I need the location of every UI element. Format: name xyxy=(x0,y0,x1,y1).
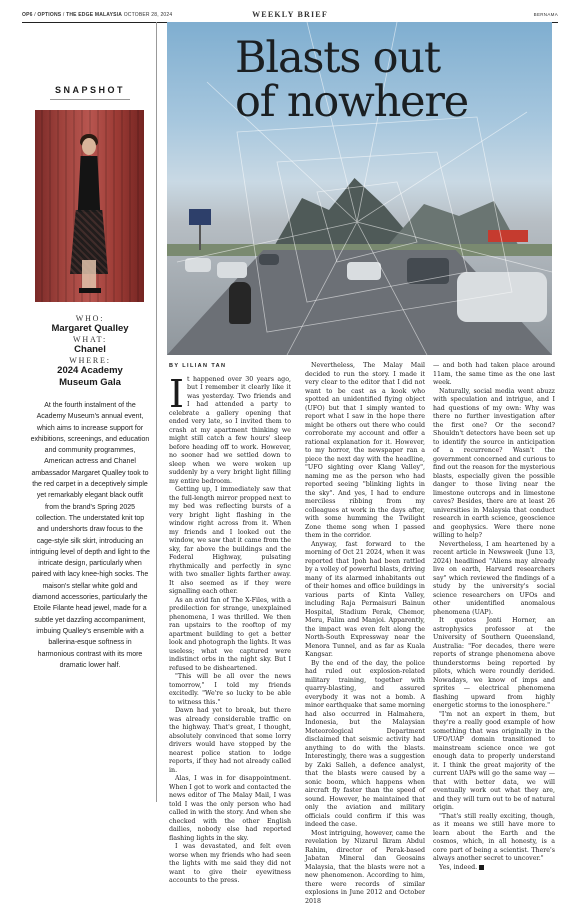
section-name: OPTIONS xyxy=(37,12,61,18)
headline-line-1: Blasts out xyxy=(235,36,535,80)
hero-image xyxy=(167,22,552,355)
where-value-line-1: 2024 Academy xyxy=(30,365,150,376)
figure-head xyxy=(82,138,96,155)
publication-name: THE EDGE MALAYSIA xyxy=(66,12,122,18)
snapshot-title: SNAPSHOT xyxy=(30,85,150,95)
photo-credit: BERNAMA xyxy=(534,12,558,17)
figure-legs xyxy=(82,260,96,290)
who-value: Margaret Qualley xyxy=(30,323,150,334)
figure-shoes xyxy=(79,288,101,293)
paragraph: I was devastated, and felt even worse when my friends who had seen the lights with me said they did not want to give their eyewitness accounts to the press. xyxy=(169,843,291,886)
section-title: WEEKLY BRIEF xyxy=(22,10,558,19)
paragraph: It quotes Jonti Horner, an astrophysics professor at the University of Southern Queensland, Australia: "For decades, there were reports of strange phenomena above thunderstorms being reported by pilots, which were roundly derided. Nowadays, we know of imps and sprites — electrical phenomena flashing upward from highly energetic storms to the ionosphere." xyxy=(433,617,555,711)
column-divider xyxy=(156,22,157,802)
paragraph: "This will be all over the news tomorrow," I told my friends excitedly. "We're so lucky to be able to witness this." xyxy=(169,673,291,707)
issue-date: OCTOBER 28, 2024 xyxy=(124,12,173,18)
paragraph: Most intriguing, however, came the revelation by Nizarul Ikram Abdul Rahim, director of Perak-based Jabatan Mineral dan Geosains Malaysia, that the blasts were not a new phenomenon. According to him, there were records of similar explosions in June 2012 and October 2018 xyxy=(305,830,425,906)
headline xyxy=(235,36,535,124)
paragraph: t happened over 30 years ago, but I remember it clearly like it was yesterday. Two friends and I had attended a party to celebrate a gallery opening that ended very late, so I invited them to crash at my apartment thinking we might still catch a few hours' sleep before heading off to work. However, no sooner had we settled down to sleep when we were woken up suddenly by a very bright light filling my entire bedroom. xyxy=(169,376,291,487)
drop-cap: I xyxy=(169,378,184,410)
where-label: WHERE: xyxy=(30,356,150,365)
paragraph: Naturally, social media went abuzz with speculation and intrigue, and I had questions of my own: Why was there no further investigation after the first one? Or the second? Shouldn't detectors have been set up to identify the source in anticipation of a recurrence? Wasn't the government concerned and curious to find out the reason for the mysterious blasts, especially given the possible danger to those living near the limestone outcrops and in limestone caves? Besides, there are at least 26 universities in Malaysia that conduct research in earth science, geoscience and geophysics. Were there none willing to help? xyxy=(433,388,555,541)
closing-text: Yes, indeed. xyxy=(439,864,477,871)
headline-line-2: of nowhere xyxy=(235,80,535,124)
who-label: WHO: xyxy=(30,314,150,323)
snapshot-rule xyxy=(50,99,130,100)
paragraph: Anyway, fast forward to the morning of Oct 21 2024, when it was reported that Ipoh had been rattled by a volley of powerful blasts, driving many of its alarmed inhabitants out of their homes and office buildings in various parts of Kinta Valley, including Raja Permaisuri Bainun Hospital, Stadium Perak, Chemor, Meru, Falim and Manjoi. Apparently, the impact was even felt along the North-South Expressway near the Menora Tunnel, and as far as Kuala Kangsar. xyxy=(305,541,425,660)
paragraph: Getting up, I immediately saw that the full-length mirror propped next to my bed was reflecting bursts of a very bright light flashing in the window right across from it. When my friends and I looked out the window, we saw that it came from the sky, far above the buildings and the Federal Highway, pulsating rhythmically and perfectly in sync with two smaller lights farther away. It also seemed as if they were signalling each other. xyxy=(169,486,291,597)
snapshot-photo xyxy=(35,110,144,302)
page-number: OP6 xyxy=(22,12,33,18)
paragraph: Nevertheless, I am heartened by a recent article in Newsweek (June 13, 2024) headlined "Aliens may already live on earth, Harvard researchers say" which reviewed the findings of a study by the university's social science researchers on UFOs and other unidentified anomalous phenomena (UAP). xyxy=(433,541,555,618)
byline: BY LILIAN TAN xyxy=(169,362,291,371)
what-label: WHAT: xyxy=(30,335,150,344)
paragraph: By the end of the day, the police had ruled out explosion-related military training, together with quarry-blasting, and assured everybody it was not a bomb. A minor earthquake that same morning had also occurred in Halmahera, Indonesia, but the Malaysian Meteorological Department disclaimed that seismic activity had anything to do with the blasts. Interestingly, there was a suggestion by Zaki Salleh, a defence analyst, that the blasts were caused by a sonic boom, which happens when aircraft fly faster than the speed of sound. However, he maintained that only the aviation and military officials could confirm if this was indeed the case. xyxy=(305,660,425,830)
article-column-1 xyxy=(169,362,291,886)
paragraph: As an avid fan of The X-Files, with a predilection for strange, unexplained phenomena, I was thrilled. We then ran upstairs to the rooftop of my apartment building to get a better look and photograph the lights. It was useless; what we captured were indistinct orbs in the night sky. But I refused to be disheartened. xyxy=(169,597,291,674)
where-value-line-2: Museum Gala xyxy=(30,377,150,388)
closing-paragraph xyxy=(433,864,555,873)
end-of-article-icon xyxy=(479,865,484,870)
paragraph: Dawn had yet to break, but there was already considerable traffic on the highway. That's great, I thought, absolutely convinced that some lorry drivers would have stopped by the nearest police station to lodge reports, if they had not already called in. xyxy=(169,707,291,775)
paragraph: Nevertheless, The Malay Mail decided to run the story. I made it very clear to the editor that I did not want to be cast as a kook who spotted an unidentified flying object (UFO) but that I simply wanted to report what I saw in the hope there might be others out there who could corroborate my account and offer a rational explanation for it. However, to my horror, the newspaper ran a piece the next day with the headline, "UFO sighting over Klang Valley", naming me as the person who had reported seeing "blinking lights in the sky". And yes, I had to endure merciless ribbing from my colleagues at work in the days after, with some humming the Twilight Zone theme song when I passed them in the corridor. xyxy=(305,362,425,541)
folio: OP6 / OPTIONS / THE EDGE MALAYSIA OCTOBER 28, 2024 xyxy=(22,12,172,18)
snapshot-sidebar xyxy=(30,22,150,811)
article-column-2 xyxy=(305,362,425,906)
paragraph: "I'm not an expert in them, but they're a really good example of how something that was originally in the UFO/UAP domain transitioned to mainstream science once we got enough data to properly understand it. I think the great majority of the current UAPs will go the same way — that with better data, we will eventually work out what they are, and they will turn out to be of natural origin. xyxy=(433,711,555,813)
article-column-3 xyxy=(433,362,555,872)
paragraph: "That's still really exciting, though, as it means we still have more to learn about the Earth and the cosmos, which, in all honesty, is a core part of being a scientist. There's always another secret to uncover." xyxy=(433,813,555,864)
paragraph: — and both had taken place around 11am, the same time as the one last week. xyxy=(433,362,555,388)
what-value: Chanel xyxy=(30,344,150,355)
page-header xyxy=(22,10,558,22)
paragraph: Alas, I was in for disappointment. When I got to work and contacted the news editor of The Malay Mail, I was told I was the only person who had called in with the story. And when she checked with the other English dailies, nobody else had reported flashing lights in the sky. xyxy=(169,775,291,843)
snapshot-details xyxy=(30,314,150,389)
snapshot-caption: At the fourth instalment of the Academy Museum's annual event, which aims to increase support for exhibitions, screenings, and education and community programmes, American actress and Chanel ambassador Margaret Qualley took to the red carpet in a deceptively simple yet remarkably elegant black outfit from the brand's Spring 2025 collection. The understated knit top and undershorts draw focus to the cage-style silk skirt, introducing an intriguing level of depth and light to the intricate design, particularly when paired with lacy knee-high socks. The maison's stellar white gold and diamond accessories, particularly the Etoile Filante head jewel, made for a subtle yet dazzling accompaniment, imbuing Qualley's ensemble with a ballerina-esque softness in harmonious contrast with its more dramatic lower half. xyxy=(30,400,150,671)
